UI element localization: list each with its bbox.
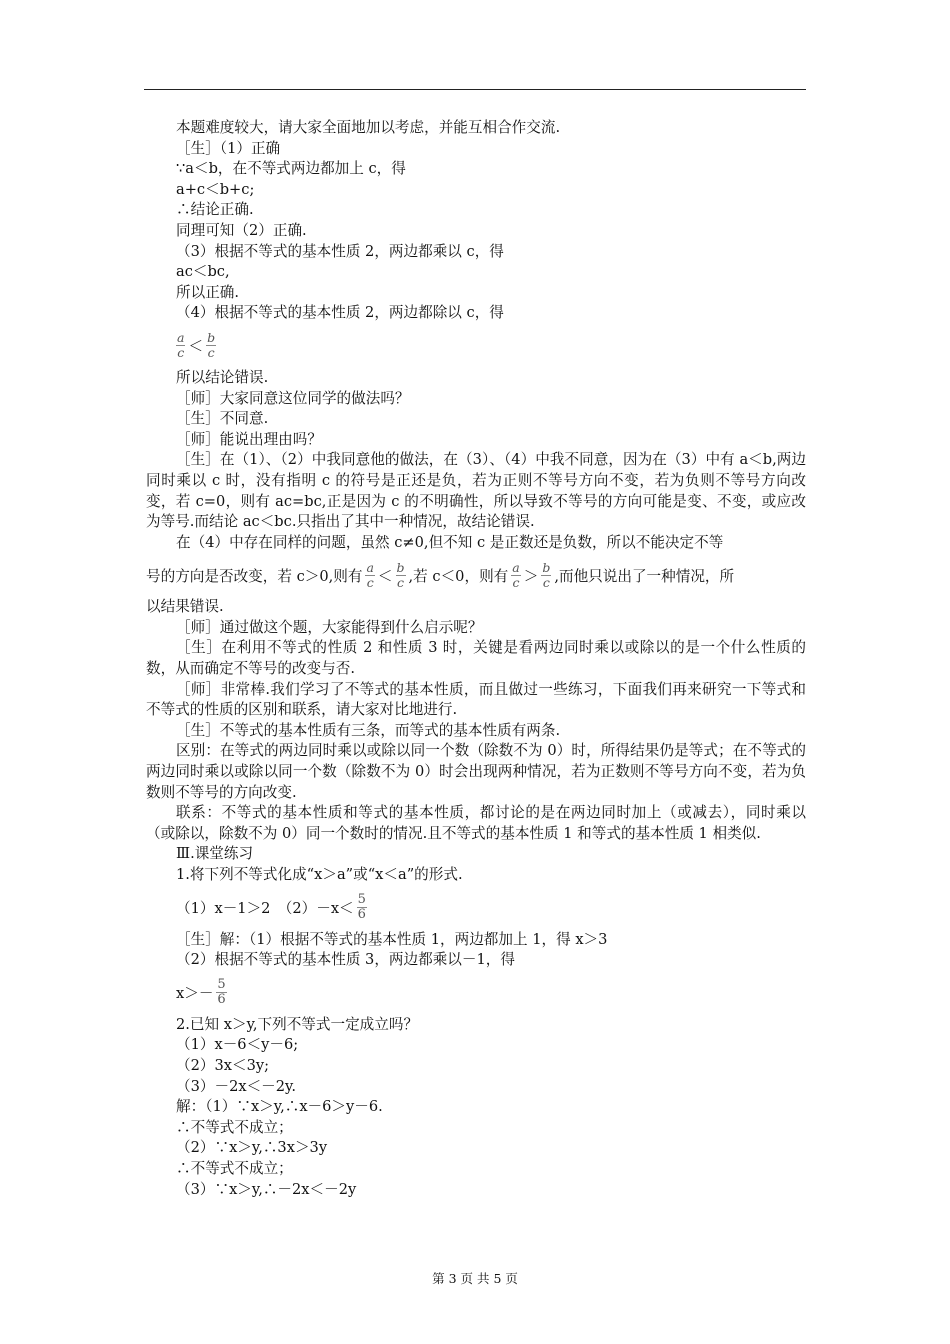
- text-line: ∴结论正确.: [176, 201, 254, 219]
- fraction-five-sixths: [216, 978, 226, 1007]
- numerator: b: [207, 330, 216, 346]
- text-line: 以结果错误.: [146, 598, 224, 616]
- text-line: ∴不等式不成立；: [176, 1159, 293, 1177]
- denominator: c: [366, 574, 374, 590]
- paragraph: 联系：不等式的基本性质和等式的基本性质，都讨论的是在两边同时加上（或减去），同时乘以（或除以，除数不为 0）同一个数时的情况.且不等式的基本性质 1 和等式的基本性质 1 相类似.: [146, 804, 806, 842]
- section-heading: Ⅲ.课堂练习: [176, 845, 254, 863]
- numerator: 5: [357, 892, 366, 908]
- text-line: 1.将下列不等式化成“x＞a”或“x＜a”的形式.: [176, 866, 463, 883]
- text-line: ac＜bc,: [176, 263, 230, 281]
- text-line: （2）3x＜3y;: [176, 1056, 270, 1074]
- text-span: （1）x－1＞2 （2）－x＜: [176, 900, 354, 918]
- answer-2: [146, 971, 806, 1015]
- greater-than-sign: ＞: [523, 567, 539, 585]
- numerator: a: [366, 559, 374, 575]
- text-span: ,而他只说出了一种情况，所: [554, 567, 735, 585]
- text-line: ［生］不等式的基本性质有三条，而等式的基本性质有两条.: [176, 721, 561, 739]
- text-span: ,若 c＜0，则有: [408, 567, 509, 585]
- numerator: a: [512, 559, 520, 575]
- text-line: ［生］解：（1）根据不等式的基本性质 1，两边都加上 1，得 x＞3: [176, 930, 608, 948]
- text-span: x＞－: [176, 985, 214, 1003]
- denominator: 6: [357, 907, 366, 923]
- denominator: 6: [217, 992, 226, 1008]
- fraction-five-sixths: [357, 893, 367, 922]
- text-line: 在（4）中存在同样的问题，虽然 c≠0,但不知 c 是正数还是负数，所以不能决定不等: [176, 533, 724, 551]
- less-than-sign: ＜: [377, 567, 393, 585]
- text-line: （3）根据不等式的基本性质 2，两边都乘以 c，得: [176, 242, 504, 260]
- numerator: b: [396, 559, 405, 575]
- text-line: ［生］不同意.: [176, 410, 269, 428]
- text-line: 同理可知（2）正确.: [176, 221, 307, 239]
- text-line: ［师］通过做这个题，大家能得到什么启示呢？: [176, 618, 483, 636]
- text-line: ∵a＜b，在不等式两边都加上 c，得: [176, 160, 406, 178]
- paragraph: 区别：在等式的两边同时乘以或除以同一个数（除数不为 0）时，所得结果仍是等式；在不等式的两边同时乘以或除以同一个数（除数不为 0）时会出现两种情况，若为正数则不等号方向不变，若为负数则不等号的方向改变.: [146, 742, 806, 801]
- header-rule: [144, 89, 806, 90]
- text-line: （1）x－6＜y－6;: [176, 1036, 299, 1054]
- text-span: 号的方向是否改变，若 c＞0,则有: [146, 567, 363, 585]
- text-line: （3）－2x＜－2y.: [176, 1077, 296, 1095]
- denominator: c: [207, 345, 215, 361]
- text-line: （2）根据不等式的基本性质 3，两边都乘以－1，得: [176, 951, 515, 969]
- page-footer: 第 3 页 共 5 页: [432, 1271, 518, 1286]
- text-line: 本题难度较大，请大家全面地加以考虑，并能互相合作交流.: [176, 119, 561, 136]
- fraction-a-over-c: [365, 561, 374, 590]
- text-line: 所以正确.: [176, 283, 240, 301]
- paragraph: ［生］在（1）、（2）中我同意他的做法，在（3）、（4）中我不同意，因为在（3）中有 a＜b,两边同时乘以 c 时，没有指明 c 的符号是正还是负，若为正则不等号方向不变，若为负则不等号方向改变，若 c=0，则有 ac=bc,正是因为 c 的不明确性，所以导致不等号的方向可能是变、不变，或应改为等号.而结论 ac＜bc.只指出了其中一种情况，故结论错误.: [146, 451, 806, 531]
- text-line: 解：（1）∵x＞y,∴x－6＞y－6.: [176, 1098, 383, 1116]
- text-line: 所以结论错误.: [176, 368, 269, 386]
- numerator: a: [177, 330, 185, 346]
- text-line: ［师］能说出理由吗？: [176, 430, 322, 448]
- exercise-1-items: [146, 886, 806, 930]
- numerator: 5: [217, 977, 226, 993]
- text-line: （2）∵x＞y,∴3x＞3y: [176, 1139, 328, 1157]
- fraction-b-over-c: [396, 561, 406, 590]
- denominator: c: [542, 574, 550, 590]
- text-line: ［师］大家同意这位同学的做法吗？: [176, 389, 410, 407]
- denominator: c: [177, 345, 185, 361]
- fraction-b-over-c: [541, 561, 551, 590]
- fraction-a-over-c: [511, 561, 520, 590]
- paragraph: ［师］非常棒.我们学习了不等式的基本性质，而且做过一些练习，下面我们再来研究一下等式和不等式的性质的区别和联系，请大家对比地进行.: [146, 680, 806, 719]
- paragraph: ［生］在利用不等式的性质 2 和性质 3 时，关键是看两边同时乘以或除以的是一个什么性质的数，从而确定不等号的改变与否.: [146, 639, 806, 678]
- text-line: ∴不等式不成立；: [176, 1118, 293, 1136]
- text-line: （3）∵x＞y,∴－2x＜－2y: [176, 1180, 357, 1198]
- text-line: （4）根据不等式的基本性质 2，两边都除以 c，得: [176, 304, 504, 322]
- text-line: 2.已知 x＞y,下列不等式一定成立吗？: [176, 1015, 419, 1033]
- fraction-inequality: [146, 324, 806, 368]
- fraction-b-over-c: [206, 331, 216, 360]
- denominator: c: [397, 574, 405, 590]
- text-line: a+c＜b+c;: [176, 180, 255, 198]
- less-than-sign: ＜: [188, 338, 204, 356]
- denominator: c: [512, 574, 520, 590]
- fraction-a-over-c: [176, 331, 185, 360]
- paragraph-with-fractions: [146, 553, 806, 597]
- text-line: ［生］（1）正确: [176, 139, 281, 157]
- document-body: [146, 118, 806, 1200]
- numerator: b: [542, 559, 551, 575]
